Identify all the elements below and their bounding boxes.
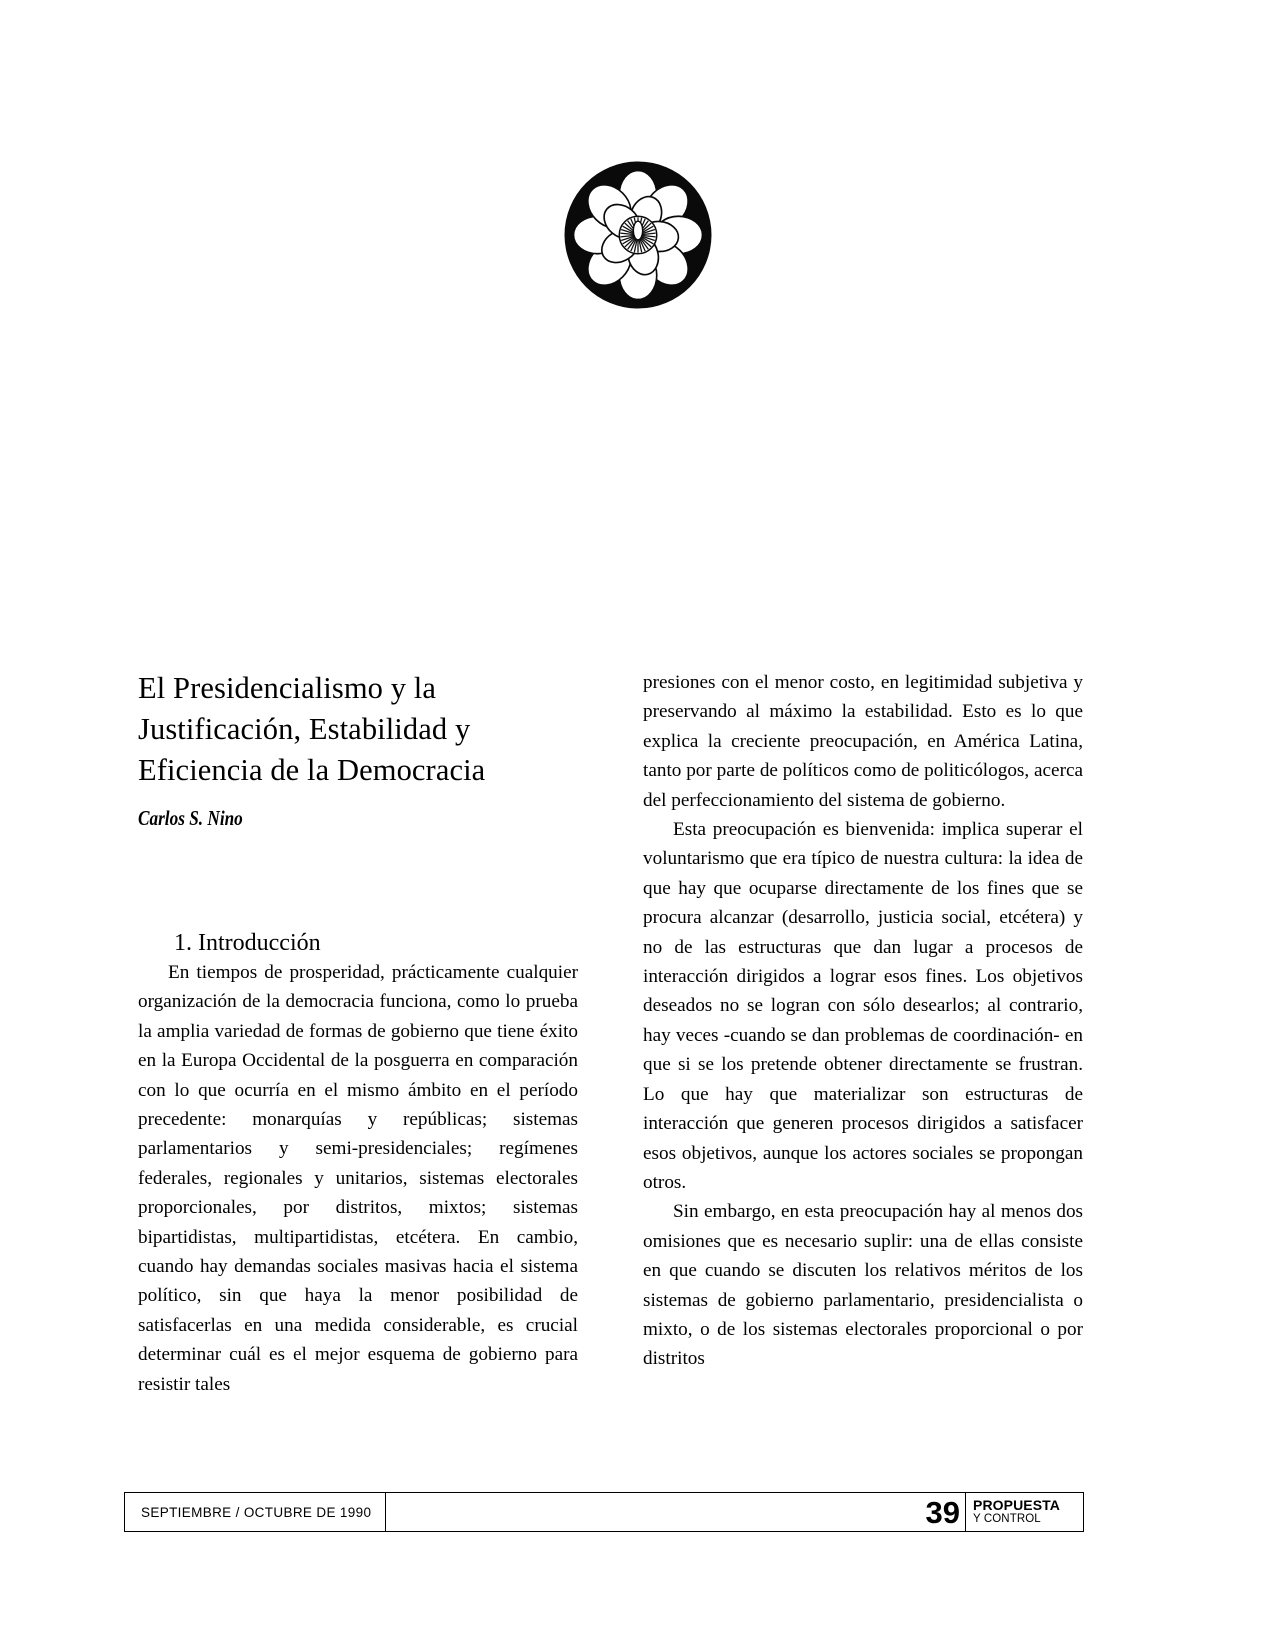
publication-name-line1: PROPUESTA: [973, 1496, 1060, 1513]
publication-name-line2: Y CONTROL: [973, 1513, 1041, 1526]
footer-spacer: [386, 1493, 906, 1531]
article-author: Carlos S. Nino: [138, 806, 243, 830]
section-heading-introduccion: 1. Introducción: [174, 930, 321, 956]
masthead-emblem-container: [0, 160, 1275, 310]
publication-mark: [966, 1493, 1083, 1531]
footer-issue-date: SEPTIEMBRE / OCTUBRE DE 1990: [125, 1493, 386, 1531]
paragraph: Esta preocupación es bienvenida: implica superar el voluntarismo que era típico de nuestra cultura: la idea de que hay que ocuparse directamente de los fines que se procura alcanzar (desarrollo, justicia social, etcétera) y no de las estructuras que dan lugar a procesos de interacción dirigidos a lograr esos fines. Los objetivos deseados no se logran con sólo desearlos; al contrario, hay veces -cuando se dan problemas de coordinación- en que si se los pretende obtener directamente se frustran. Lo que hay que materializar son estructuras de interacción que generen procesos dirigidos a satisfacer esos objetivos, aunque los actores sociales se propongan otros.: [643, 819, 1083, 1193]
page-number: 39: [906, 1493, 966, 1531]
paragraph: En tiempos de prosperidad, prácticamente cualquier organización de la democracia funciona, como lo prueba la amplia variedad de formas de gobierno que tiene éxito en la Europa Occidental de la posguerra en comparación con lo que ocurría en el mismo ámbito en el período precedente: monarquías y repúblicas; sistemas parlamentarios y semi-presidenciales; regímenes federales, regionales y unitarios, sistemas electorales proporcionales, por distritos, mixtos; sistemas bipartidistas, multipartidistas, etcétera. En cambio, cuando hay demandas sociales masivas hacia el sistema político, sin que haya la menor posibilidad de satisfacerlas en una medida considerable, es crucial determinar cuál es el mejor esquema de gobierno para resistir tales: [138, 962, 578, 1395]
lotus-flower-emblem-icon: [563, 160, 713, 310]
paragraph: presiones con el menor costo, en legitimidad subjetiva y preservando al máximo la estabilidad. Esto es lo que explica la creciente preocupación, en América Latina, tanto por parte de políticos como de politicólogos, acerca del perfeccionamiento del sistema de gobierno.: [643, 672, 1083, 811]
title-line-1: El Presidencialismo y la: [138, 671, 437, 705]
title-line-2: Justificación, Estabilidad y: [138, 712, 471, 746]
title-line-3: Eficiencia de la Democracia: [138, 753, 486, 787]
column-right: [643, 668, 1083, 1408]
article-title: [138, 668, 578, 791]
article-body: [138, 668, 1083, 1408]
paragraph: Sin embargo, en esta preocupación hay al menos dos omisiones que es necesario suplir: una de ellas consiste en que cuando se discuten los relativos méritos de los sistemas de gobierno parlamentario, presidencialista o mixto, o de los sistemas electorales proporcional o por distritos: [643, 1201, 1083, 1370]
page-footer: [124, 1492, 1084, 1532]
column-left: [138, 668, 578, 1408]
